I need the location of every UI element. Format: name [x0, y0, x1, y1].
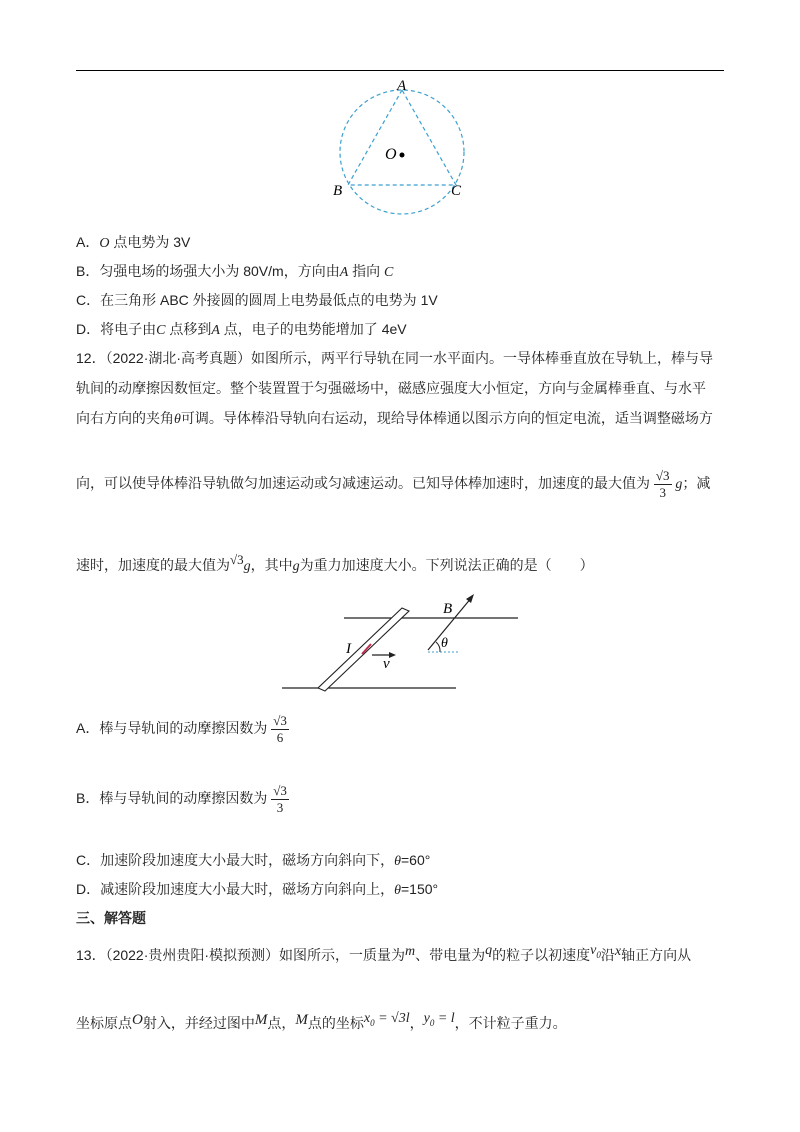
q13-line-1: 13．（2022·贵州贵阳·模拟预测）如图所示，一质量为m、带电量为q的粒子以初速度$v_0$沿x轴正方向从: [76, 943, 692, 963]
q12-line-5: 速时，加速度的最大值为√3g，其中g为重力加速度大小。下列说法正确的是（ ）: [76, 552, 594, 574]
q11-option-a: A．O 点电势为 3V: [76, 234, 191, 251]
q12-option-b: B．棒与导轨间的动摩擦因数为 $\frac{√3}{3}$: [76, 783, 287, 815]
label-theta: θ: [441, 636, 448, 651]
label-o: O: [385, 146, 397, 163]
label-c: C: [451, 183, 462, 199]
q11-option-b: B．匀强电场的场强大小为 80V/m，方向由A 指向 C: [76, 263, 394, 280]
q12-line-3: 向右方向的夹角θ可调。导体棒沿导轨向右运动，现给导体棒通以图示方向的恒定电流，适当调整磁场方: [76, 410, 713, 427]
fraction-sqrt3-over-3: $\frac{√3}{3}$: [273, 783, 287, 815]
rail-rod-figure: [278, 594, 528, 700]
label-v: v: [383, 656, 390, 672]
label-b: B: [333, 183, 343, 199]
q13-line-2: 坐标原点O射入，并经过图中M点，M点的坐标$x_0 = √3l$，$y_0 = l$，不计粒子重力。: [76, 1011, 567, 1031]
center-dot: [400, 153, 405, 158]
fraction-sqrt3-over-3: $\frac{√3}{3}$: [655, 468, 670, 500]
label-i: I: [346, 641, 351, 657]
q12-line-2: 轨间的动摩擦因数恒定。整个装置置于匀强磁场中，磁感应强度大小恒定，方向与金属棒垂直、与水平: [76, 380, 706, 396]
fraction-sqrt3-over-6: $\frac{√3}{6}$: [273, 713, 287, 745]
circle-triangle-figure: [325, 78, 475, 220]
velocity-arrowhead: [389, 652, 396, 658]
section-heading: 三、解答题: [76, 910, 146, 926]
q12-option-a: A．棒与导轨间的动摩擦因数为 $\frac{√3}{6}$: [76, 713, 287, 745]
header-rule: [76, 70, 724, 71]
q11-option-c: C．在三角形 ABC 外接圆的圆周上电势最低点的电势为 1V: [76, 292, 438, 308]
circumcircle: [340, 90, 464, 214]
q11-option-d: D．将电子由C 点移到A 点，电子的电势能增加了 4eV: [76, 321, 407, 338]
theta-arc: [436, 642, 440, 652]
q12-option-c: C．加速阶段加速度大小最大时，磁场方向斜向下，θ=60°: [76, 852, 431, 869]
label-a: A: [397, 78, 407, 94]
q12-line-4: 向，可以使导体棒沿导轨做匀加速运动或匀减速运动。已知导体棒加速时，加速度的最大值为 $\frac{√3}{3}$ g；减: [76, 468, 711, 500]
label-b-field: B: [443, 601, 453, 617]
triangle-abc: [348, 90, 456, 185]
q12-option-d: D．减速阶段加速度大小最大时，磁场方向斜向上，θ=150°: [76, 881, 439, 898]
q12-line-1: 12．（2022·湖北·高考真题）如图所示，两平行导轨在同一水平面内。一导体棒垂直放在导轨上，棒与导: [76, 350, 714, 366]
field-b-arrowhead: [466, 594, 474, 603]
conductor-rod: [318, 608, 409, 691]
